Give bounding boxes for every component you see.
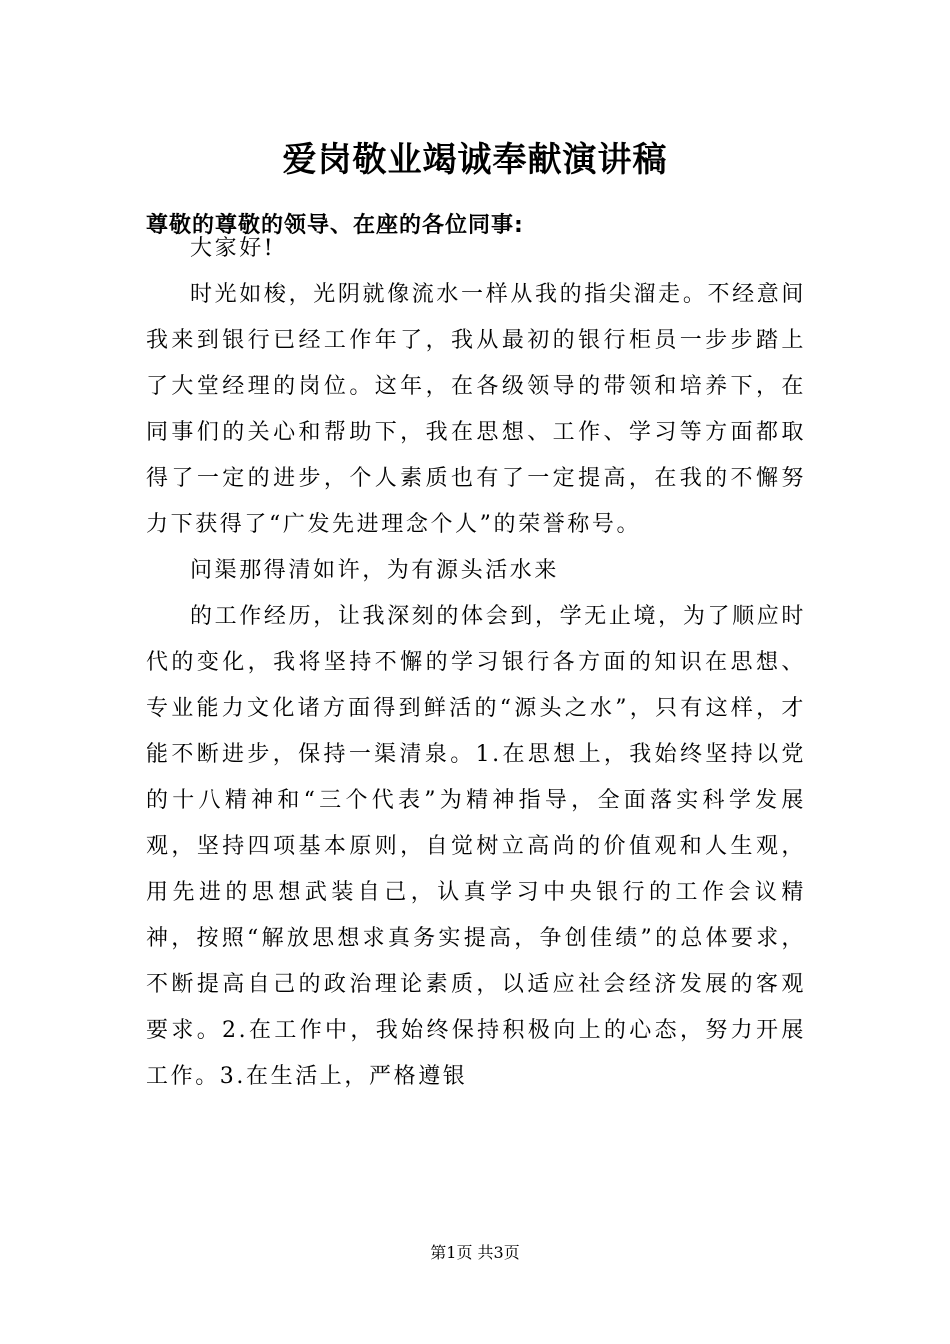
document-body — [146, 226, 806, 1100]
paragraph: 问渠那得清如许，为有源头活水来 — [190, 558, 560, 583]
paragraph: 时光如梭，光阴就像流水一样从我的指尖溜走。不经意间我来到银行已经工作年了，我从最初的银行柜员一步步踏上了大堂经理的岗位。这年，在各级领导的带领和培养下，在同事们的关心和帮助下，我在思想、工作、学习等方面都取得了一定的进步，个人素质也有了一定提高，在我的不懈努力下获得了“广发先进理念个人”的荣誉称号。 — [146, 282, 806, 537]
page-footer: 第1页 共3页 — [430, 1243, 520, 1262]
paragraph: 的工作经历，让我深刻的体会到，学无止境，为了顺应时代的变化，我将坚持不懈的学习银行各方面的知识在思想、专业能力文化诸方面得到鲜活的“源头之水”，只有这样，才能不断进步，保持一渠清泉。1.在思想上，我始终坚持以党的十八精神和“三个代表”为精神指导，全面落实科学发展观，坚持四项基本原则，自觉树立高尚的价值观和人生观，用先进的思想武装自己，认真学习中央银行的工作会议精神，按照“解放思想求真务实提高，争创佳绩”的总体要求，不断提高自己的政治理论素质，以适应社会经济发展的客观要求。2.在工作中，我始终保持积极向上的心态，努力开展工作。3.在生活上，严格遵银 — [146, 604, 806, 1089]
salutation: 尊敬的尊敬的领导、在座的各位同事: — [146, 213, 524, 238]
paragraph: 大家好! — [190, 236, 276, 261]
document-title: 爱岗敬业竭诚奉献演讲稿 — [282, 140, 668, 180]
